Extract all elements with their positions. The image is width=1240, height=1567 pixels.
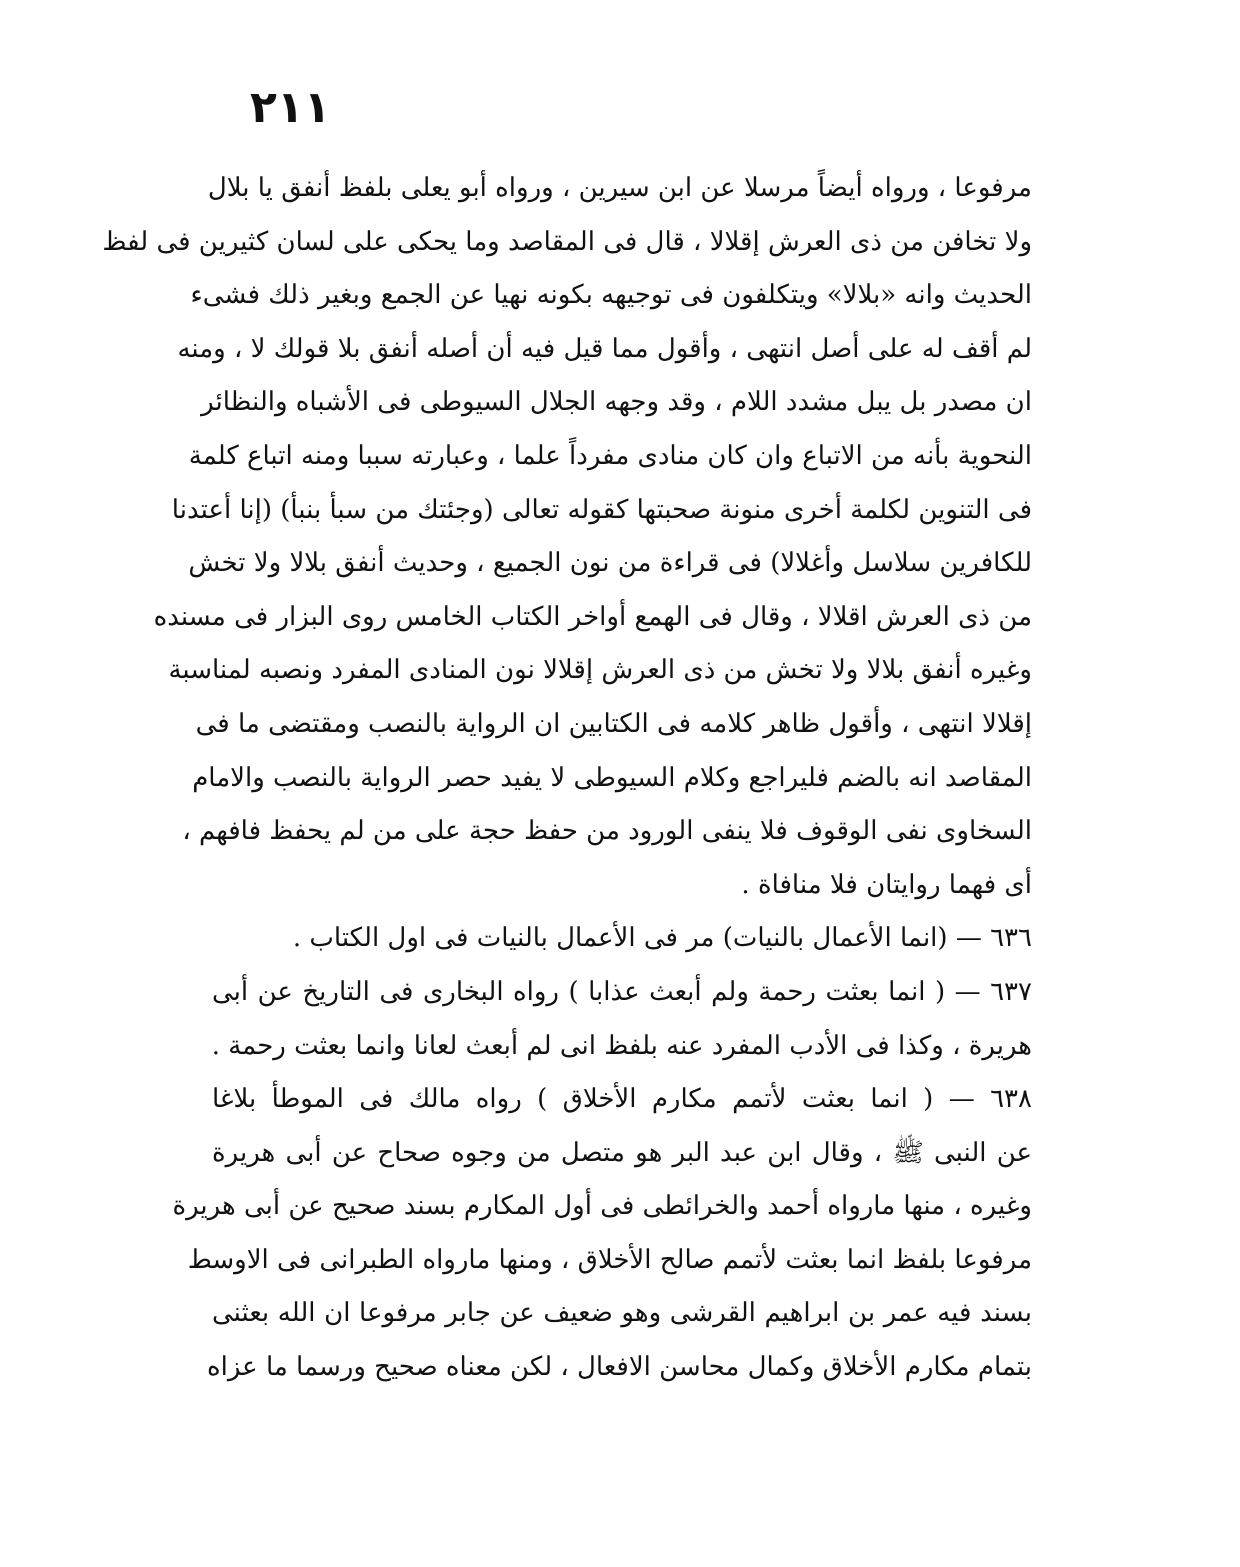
text-line: النحوية بأنه من الاتباع وان كان منادى مفرداً علما ، وعبارته سببا ومنه اتباع كلمة bbox=[188, 440, 1032, 471]
text-line: ان مصدر بل يبل مشدد اللام ، وقد وجهه الجلال السيوطى فى الأشباه والنظائر bbox=[201, 387, 1032, 418]
entry-638: ٦٣٨ — ( انما بعثت لأتمم مكارم الأخلاق ) رواه مالك فى الموطأ بلاغا bbox=[212, 1084, 1032, 1115]
text-line-paragraph-end: أى فهما روايتان فلا منافاة . bbox=[741, 869, 1032, 900]
text-line: لم أقف له على أصل انتهى ، وأقول مما قيل فيه أن أصله أنفق بلا قولك لا ، ومنه bbox=[177, 333, 1032, 364]
text-line: للكافرين سلاسل وأغلالا) فى قراءة من نون الجميع ، وحديث أنفق بلالا ولا تخش bbox=[188, 548, 1032, 579]
text-line: إقلالا انتهى ، وأقول ظاهر كلامه فى الكتابين ان الرواية بالنصب ومقتضى ما فى bbox=[195, 708, 1032, 739]
page-number: ٢١١ bbox=[250, 82, 331, 133]
text-line: بسند فيه عمر بن ابراهيم القرشى وهو ضعيف عن جابر مرفوعا ان الله بعثنى bbox=[212, 1298, 1032, 1329]
text-line: الحديث وانه «بلالا» ويتكلفون فى توجيهه بكونه نهيا عن الجمع وبغير ذلك فشىء bbox=[190, 280, 1032, 311]
entry-637: ٦٣٧ — ( انما بعثت رحمة ولم أبعث عذابا ) رواه البخارى فى التاريخ عن أبى bbox=[212, 976, 1032, 1007]
text-line: مرفوعا ، ورواه أيضاً مرسلا عن ابن سيرين ، ورواه أبو يعلى بلفظ أنفق يا بلال bbox=[207, 173, 1032, 203]
text-line: بتمام مكارم الأخلاق وكمال محاسن الافعال ، لكن معناه صحيح ورسما ما عزاه bbox=[206, 1352, 1032, 1383]
text-line: وغيره ، منها مارواه أحمد والخرائطى فى أول المكارم بسند صحيح عن أبى هريرة bbox=[172, 1191, 1032, 1222]
entry-636: ٦٣٦ — (انما الأعمال بالنيات) مر فى الأعمال بالنيات فى اول الكتاب . bbox=[292, 923, 1032, 954]
text-line: وغيره أنفق بلالا ولا تخش من ذى العرش إقلالا نون المنادى المفرد ونصبه لمناسبة bbox=[168, 655, 1032, 686]
text-line: السخاوى نفى الوقوف فلا ينفى الورود من حفظ حجة على من لم يحفظ فافهم ، bbox=[182, 816, 1032, 847]
text-line: مرفوعا بلفظ انما بعثت لأتمم صالح الأخلاق ، ومنها مارواه الطبرانى فى الاوسط bbox=[187, 1244, 1032, 1275]
text-line: المقاصد انه بالضم فليراجع وكلام السيوطى لا يفيد حصر الرواية بالنصب والامام bbox=[192, 762, 1032, 793]
text-line: فى التنوين لكلمة أخرى منونة صحبتها كقوله تعالى (وجئتك من سبأ بنبأ) (إنا أعتدنا bbox=[171, 494, 1032, 525]
body-text bbox=[102, 162, 1032, 1395]
text-line-paragraph-end: هريرة ، وكذا فى الأدب المفرد عنه بلفظ انى لم أبعث لعانا وانما بعثت رحمة . bbox=[211, 1030, 1032, 1061]
text-line: من ذى العرش اقلالا ، وقال فى الهمع أواخر الكتاب الخامس روى البزار فى مسنده bbox=[153, 601, 1032, 632]
text-line: ولا تخافن من ذى العرش إقلالا ، قال فى المقاصد وما يحكى على لسان كثيرين فى لفظ bbox=[102, 226, 1032, 257]
text-line: عن النبى ﷺ ، وقال ابن عبد البر هو متصل من وجوه صحاح عن أبى هريرة bbox=[212, 1137, 1032, 1168]
